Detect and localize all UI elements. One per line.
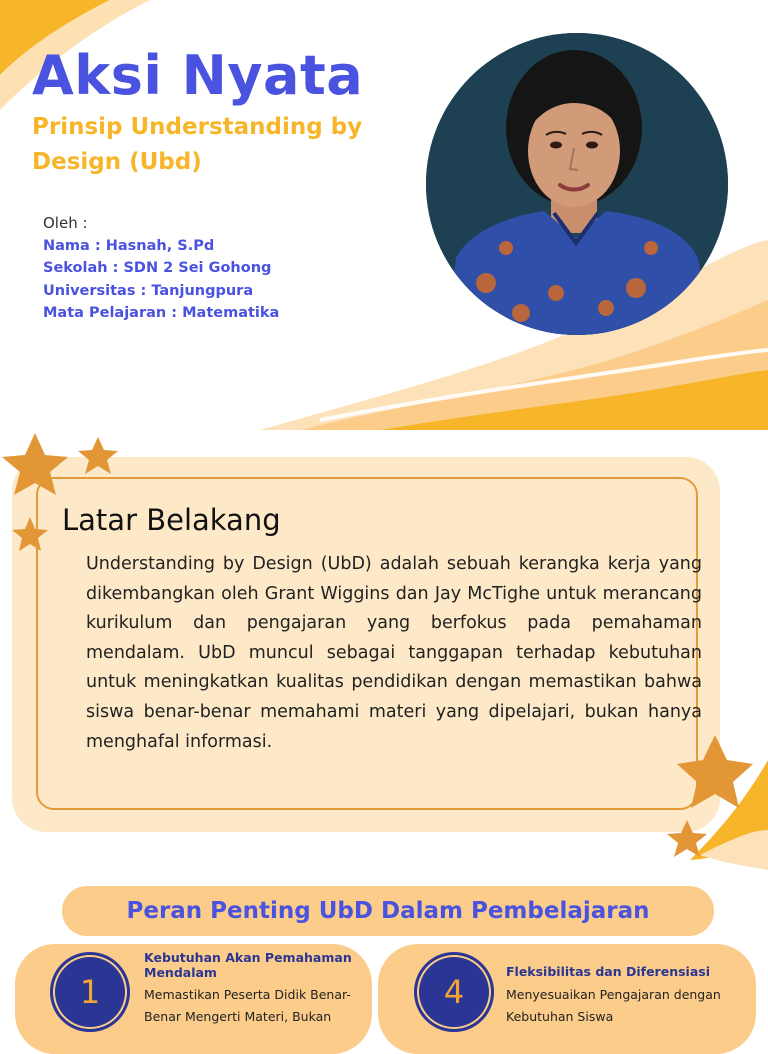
star-icon (667, 820, 707, 857)
star-icon (677, 735, 753, 808)
background-body-text: Understanding by Design (UbD) adalah sebuah kerangka kerja yang dikembangkan oleh Grant Wiggins dan Jay McTighe untuk merancang kurikulum dan pengajaran yang berfokus pada pemahaman mendalam. UbD muncul sebagai tanggapan terhadap kebutuhan untuk meningkatkan kualitas pendidikan dengan memastikan bahwa siswa benar-benar memahami materi yang dipelajari, bukan hanya menghafal informasi. (86, 554, 702, 752)
role-card (15, 944, 372, 1054)
author-school: Sekolah : SDN 2 Sei Gohong (43, 260, 272, 276)
role-card-title: Fleksibilitas dan Diferensiasi (506, 964, 710, 979)
section-title-background: Latar Belakang (62, 503, 281, 537)
role-card-description: Memastikan Peserta Didik Benar-Benar Mengerti Materi, Bukan (144, 987, 351, 1024)
portrait-illustration (426, 33, 728, 335)
author-university: Universitas : Tanjungpura (43, 282, 254, 299)
page-subtitle: Prinsip Understanding by Design (Ubd) (32, 114, 363, 175)
author-name: Nama : Hasnah, S.Pd (43, 237, 215, 254)
role-card-title: Kebutuhan Akan Pemahaman Mendalam (144, 950, 352, 980)
author-subject: Mata Pelajaran : Matematika (43, 305, 280, 321)
role-card (378, 944, 756, 1054)
roles-heading-banner: Peran Penting UbD Dalam Pembelajaran (62, 886, 714, 936)
star-icon (12, 517, 48, 551)
author-info (43, 212, 279, 325)
author-photo (426, 33, 728, 335)
role-number-badge: 1 (50, 952, 130, 1032)
star-icon (2, 433, 68, 495)
role-card-description: Menyesuaikan Pengajaran dengan Kebutuhan Siswa (506, 987, 721, 1024)
star-cluster-right (655, 730, 760, 865)
page-title: Aksi Nyata (32, 44, 364, 107)
star-cluster-left (0, 425, 130, 565)
author-by-label: Oleh : (43, 214, 88, 232)
role-number-badge: 4 (414, 952, 494, 1032)
star-icon (78, 437, 118, 474)
